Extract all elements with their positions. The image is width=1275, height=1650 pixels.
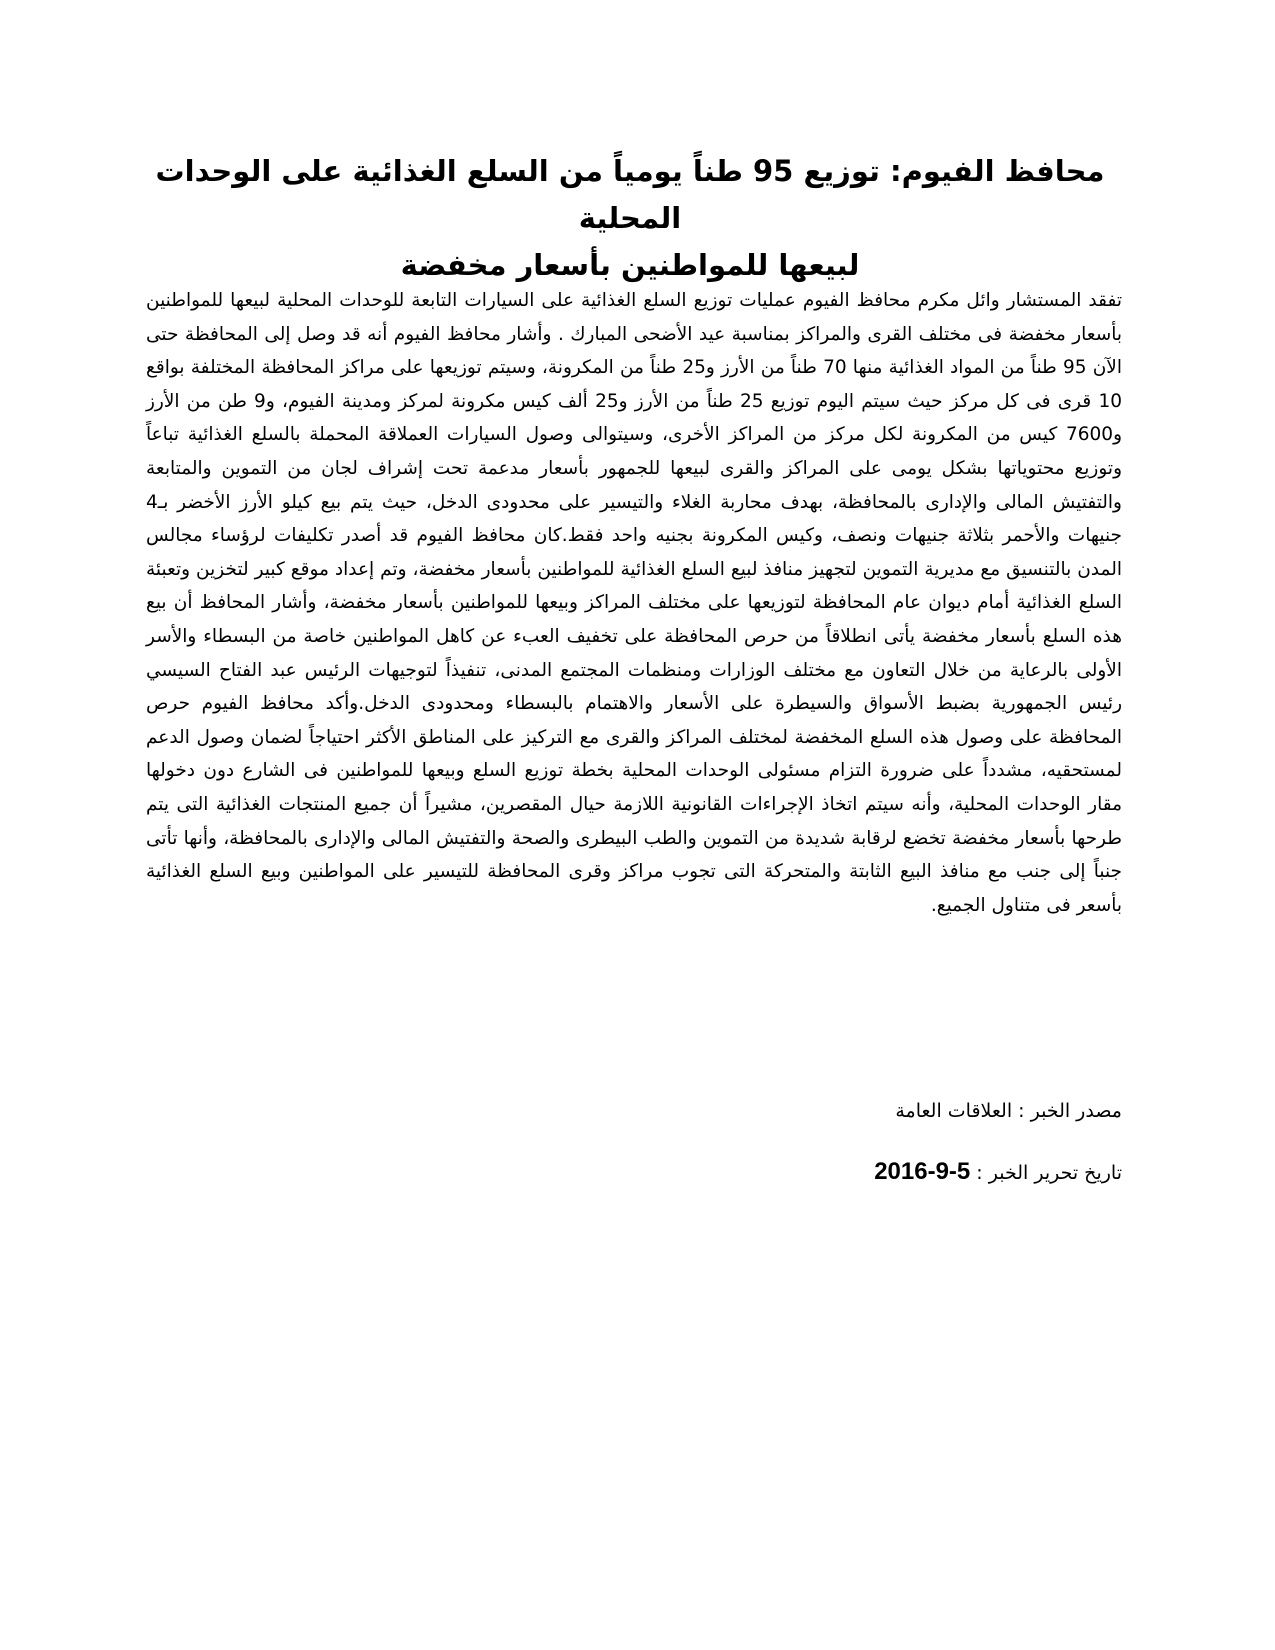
headline-line-1: محافظ الفيوم: توزيع 95 طناً يومياً من السلع الغذائية على الوحدات المحلية	[155, 154, 1105, 235]
news-source: مصدر الخبر : العلاقات العامة	[895, 1100, 1122, 1122]
article-body: تفقد المستشار وائل مكرم محافظ الفيوم عمليات توزيع السلع الغذائية على السيارات التابعة للوحدات المحلية لبيعها للمواطنين بأسعار مخفضة فى مختلف القرى والمراكز بمناسبة عيد الأضحى المبارك . وأشار محافظ الفيوم أنه قد وصل إلى المحافظة حتى الآن 95 طناً من المواد الغذائية منها 70 طناً من الأرز و25 طناً من المكرونة، وسيتم توزيعها على مراكز المحافظة المختلفة بواقع 10 قرى فى كل مركز حيث سيتم اليوم توزيع 25 طناً من الأرز و25 ألف كيس مكرونة لمركز ومدينة الفيوم، و9 طن من الأرز و7600 كيس من المكرونة لكل مركز من المراكز الأخرى، وسيتوالى وصول السيارات العملاقة المحملة بالسلع الغذائية تباعاً وتوزيع محتوياتها بشكل يومى على المراكز والقرى لبيعها للجمهور بأسعار مدعمة تحت إشراف لجان من التموين والمتابعة والتفتيش المالى والإدارى بالمحافظة، بهدف محاربة الغلاء والتيسير على محدودى الدخل، حيث يتم بيع كيلو الأرز الأخضر بـ4 جنيهات والأحمر بثلاثة جنيهات ونصف، وكيس المكرونة بجنيه واحد فقط.كان محافظ الفيوم قد أصدر تكليفات لرؤساء مجالس المدن بالتنسيق مع مديرية التموين لتجهيز منافذ لبيع السلع الغذائية للمواطنين بأسعار مخفضة، وتم إعداد موقع كبير لتخزين وتعبئة السلع الغذائية أمام ديوان عام المحافظة لتوزيعها على مختلف المراكز وبيعها للمواطنين بأسعار مخفضة، وأشار المحافظ أن بيع هذه السلع بأسعار مخفضة يأتى انطلاقاً من حرص المحافظة على تخفيف العبء عن كاهل المواطنين خاصة من البسطاء والأسر الأولى بالرعاية من خلال التعاون مع مختلف الوزارات ومنظمات المجتمع المدنى، تنفيذاً لتوجيهات الرئيس عبد الفتاح السيسي رئيس الجمهورية بضبط الأسواق والسيطرة على الأسعار والاهتمام بالبسطاء ومحدودى الدخل.وأكد محافظ الفيوم حرص المحافظة على وصول هذه السلع المخفضة لمختلف المراكز والقرى مع التركيز على المناطق الأكثر احتياجاً لضمان وصول الدعم لمستحقيه، مشدداً على ضرورة التزام مسئولى الوحدات المحلية بخطة توزيع السلع وبيعها للمواطنين فى الشارع دون دخولها مقار الوحدات المحلية، وأنه سيتم اتخاذ الإجراءات القانونية اللازمة حيال المقصرين، مشيراً أن جميع المنتجات الغذائية التى يتم طرحها بأسعار مخفضة تخضع لرقابة شديدة من التموين والطب البيطرى والصحة والتفتيش المالى والإدارى بالمحافظة، وأنها تأتى جنباً إلى جنب مع منافذ البيع الثابتة والمتحركة التى تجوب مراكز وقرى المحافظة للتيسير على المواطنين وبيع السلع الغذائية بأسعر فى متناول الجميع.	[146, 290, 1123, 916]
news-date-value: 2016-9-5	[874, 1158, 971, 1185]
news-date-label: تاريخ تحرير الخبر :	[970, 1162, 1122, 1184]
article-headline	[130, 148, 1130, 289]
headline-line-2: لبيعها للمواطنين بأسعار مخفضة	[400, 248, 860, 282]
news-date	[146, 1158, 1122, 1186]
